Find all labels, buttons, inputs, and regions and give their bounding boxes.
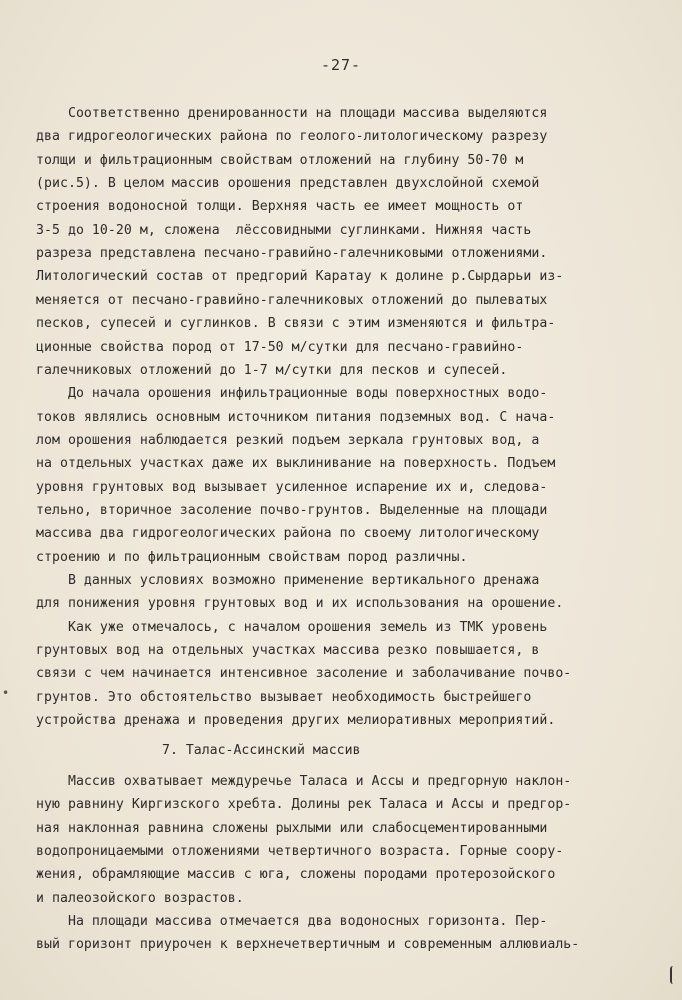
text-line: Соответственно дренированности на площади массива выделяются: [36, 106, 548, 121]
text-line: До начала орошения инфильтрационные воды поверхностных водо-: [36, 386, 548, 402]
text-line: вый горизонт приурочен к верхнечетвертичным и современным аллювиаль-: [36, 937, 580, 953]
text-line: На площади массива отмечается два водоносных горизонта. Пер-: [36, 913, 548, 929]
text-line: жения, обрамляющие массив с юга, сложены породами протерозойского: [36, 867, 556, 883]
text-line: грунтовых вод на отдельных участках массива резко повышается, в: [36, 643, 540, 659]
text-line: строению и по фильтрационным свойствам пород различны.: [36, 549, 468, 565]
margin-mark: •: [2, 686, 10, 700]
text-line: на отдельных участках даже их выклинивание на поверхность. Подъем: [36, 456, 556, 472]
text-line: Как уже отмечалось, с началом орошения земель из ТМК уровень: [36, 619, 548, 635]
text-line: ную равнину Киргизского хребта. Долины рек Таласа и Ассы и предгор-: [36, 797, 572, 813]
text-line: Литологический состав от предгорий Каратау к долине р.Сырдарьи из-: [36, 269, 564, 285]
text-line: ционные свойства пород от 17-50 м/сутки для песчано-гравийно-: [36, 339, 524, 355]
text-line: грунтов. Это обстоятельство вызывает необходимость быстрейшего: [36, 689, 532, 705]
text-line: тельно, вторичное засоление почво-грунтов. Выделенные на площади: [36, 502, 548, 518]
text-line: В данных условиях возможно применение вертикального дренажа: [36, 573, 540, 588]
text-line: строения водоносной толщи. Верхняя часть ее имеет мощность от: [36, 199, 524, 215]
text-line: массива два гидрогеологических района по своему литологическому: [36, 526, 540, 542]
text-line: водопроницаемыми отложениями четвертичного возраста. Горные соору-: [36, 843, 564, 859]
text-line: токов являлись основным источником питания подземных вод. С нача-: [36, 409, 556, 425]
text-line: разреза представлена песчано-гравийно-галечниковыми отложениями.: [36, 246, 548, 262]
text-line: песков, супесей и суглинков. В связи с этим изменяются и фильтра-: [36, 316, 556, 332]
text-line: и палеозойского возрастов.: [36, 890, 244, 906]
text-line: толщи и фильтрационным свойствам отложений на глубину 50-70 м: [36, 152, 524, 168]
text-line: ная наклонная равнина сложены рыхлыми или слабосцементированными: [36, 820, 548, 836]
section-heading: 7. Талас-Ассинский массив: [162, 743, 361, 758]
text-line: уровня грунтовых вод вызывает усиленное испарение их и, следова-: [36, 479, 548, 495]
text-line: 3-5 до 10-20 м, сложена лёссовидными суглинками. Нижняя часть: [36, 222, 532, 238]
text-line: Массив охватывает междуречье Таласа и Ассы и предгорную наклон-: [36, 774, 572, 789]
page-edge-mark: [670, 966, 678, 984]
text-line: связи с чем начинается интенсивное засоление и заболачивание почво-: [36, 666, 572, 682]
page-number: -27-: [320, 56, 362, 74]
text-line: устройства дренажа и проведения других мелиоративных мероприятий.: [36, 713, 556, 729]
text-line: галечниковых отложений до 1-7 м/сутки для песков и супесей.: [36, 362, 508, 378]
text-line: два гидрогеологических района по геолого-литологическому разрезу: [36, 129, 548, 145]
text-line: для понижения уровня грунтовых вод и их использования на орошение.: [36, 596, 564, 612]
text-line: лом орошения наблюдается резкий подъем зеркала грунтовых вод, а: [36, 432, 540, 448]
text-line: меняется от песчано-гравийно-галечниковых отложений до пылеватых: [36, 292, 548, 308]
text-line: (рис.5). В целом массив орошения представлен двухслойной схемой: [36, 176, 540, 192]
